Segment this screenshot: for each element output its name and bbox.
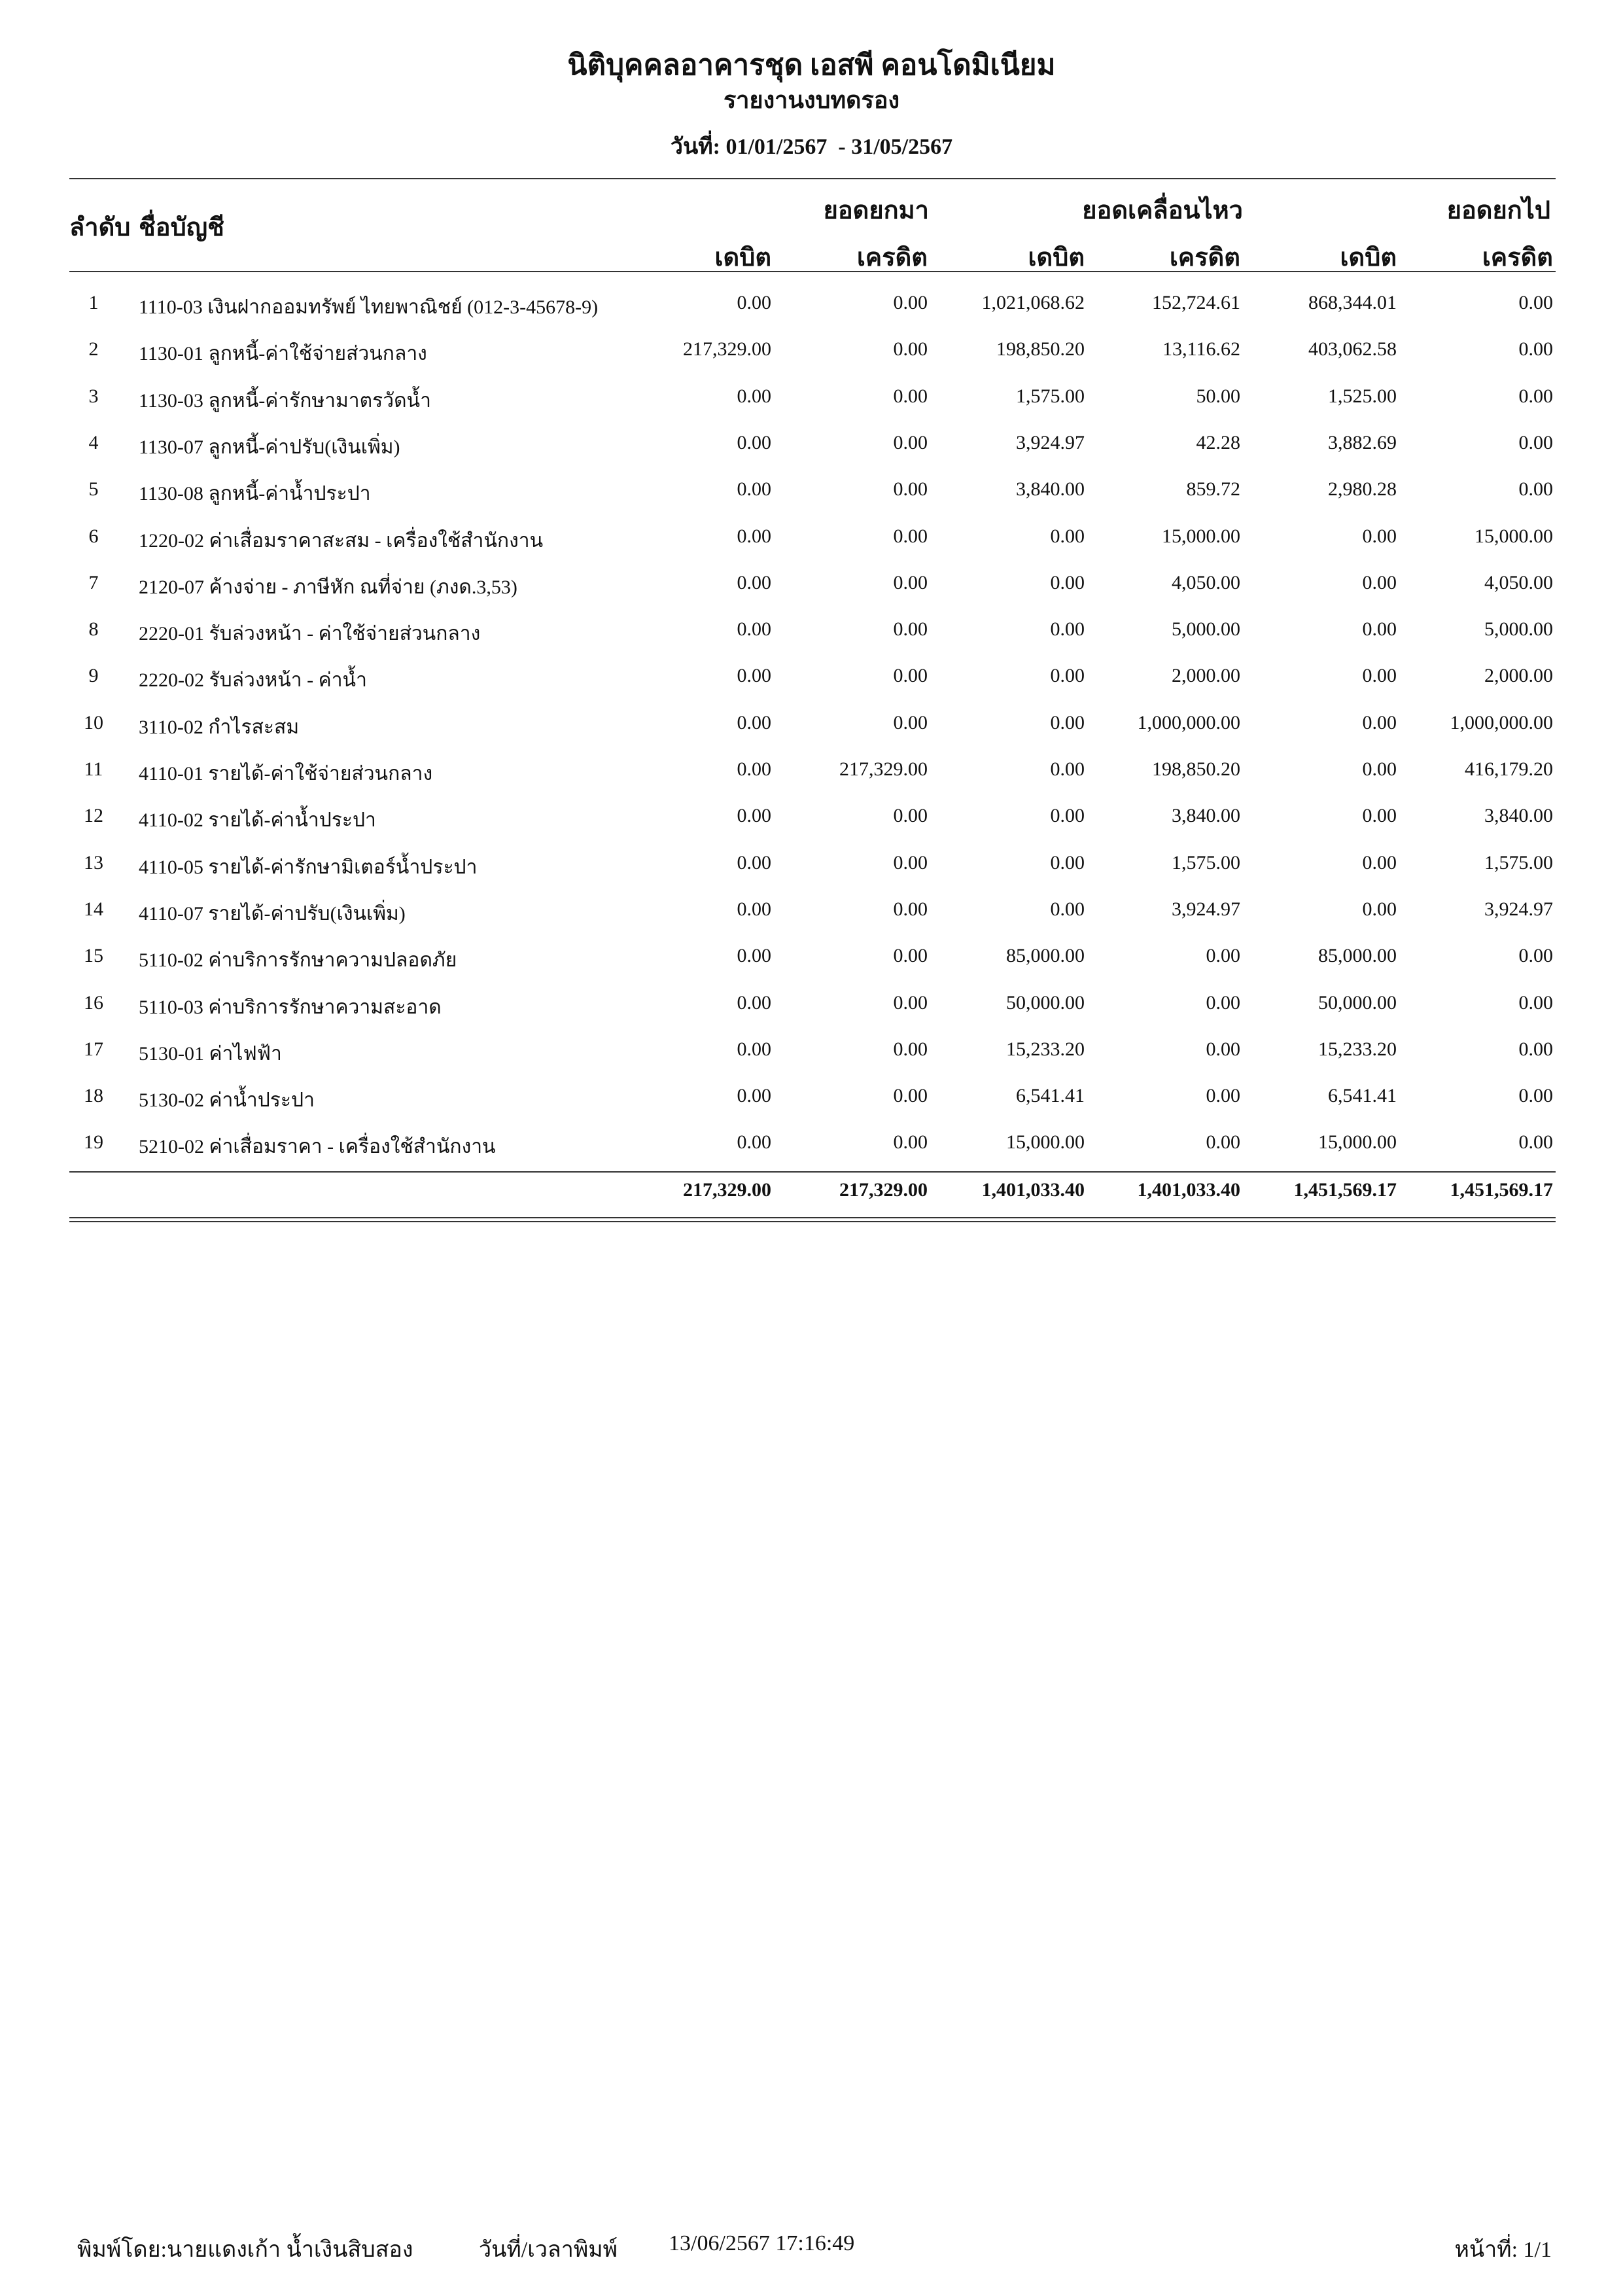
col-header-cf-debit: เดบิต: [1340, 244, 1397, 272]
account-name: 2220-01 รับล่วงหน้า - ค่าใช้จ่ายส่วนกลาง: [139, 623, 481, 645]
totals-double-rule-1: [69, 1217, 1556, 1218]
footer-print-time: 13/06/2567 17:16:49: [669, 2231, 855, 2255]
amount-cf-dr: 0.00: [1362, 618, 1397, 640]
amount-cf-cr: 0.00: [1518, 292, 1553, 313]
row-number: 17: [84, 1038, 103, 1060]
amount-mv-dr: 15,233.20: [1006, 1038, 1085, 1060]
footer-page-number: หน้าที่: 1/1: [1454, 2238, 1552, 2262]
account-name: 3110-02 กำไรสะสม: [139, 716, 300, 738]
amount-bf-cr: 0.00: [893, 992, 928, 1014]
amount-cf-dr: 0.00: [1362, 665, 1397, 686]
amount-bf-cr: 0.00: [893, 385, 928, 407]
row-number: 12: [84, 805, 103, 826]
period-label: วันที่:: [670, 135, 720, 159]
row-number: 10: [84, 712, 103, 733]
amount-cf-cr: 0.00: [1518, 432, 1553, 453]
amount-mv-dr: 0.00: [1050, 665, 1085, 686]
amount-cf-cr: 0.00: [1518, 338, 1553, 360]
amount-mv-dr: 1,575.00: [1016, 385, 1085, 407]
account-name: 1130-01 ลูกหนี้-ค่าใช้จ่ายส่วนกลาง: [139, 343, 427, 364]
amount-cf-dr: 0.00: [1362, 572, 1397, 593]
amount-mv-dr: 85,000.00: [1006, 945, 1085, 966]
amount-cf-cr: 0.00: [1518, 1131, 1553, 1153]
account-name: 1130-07 ลูกหนี้-ค่าปรับ(เงินเพิ่ม): [139, 436, 400, 458]
amount-cf-cr: 0.00: [1518, 992, 1553, 1014]
table-row: [0, 612, 1623, 658]
table-row: [0, 1125, 1623, 1171]
row-number: 4: [88, 432, 99, 453]
amount-bf-dr: 0.00: [737, 432, 771, 453]
amount-cf-cr: 2,000.00: [1484, 665, 1553, 686]
table-row: [0, 379, 1623, 425]
amount-bf-dr: 0.00: [737, 712, 771, 733]
table-row: [0, 705, 1623, 752]
table-row: [0, 425, 1623, 472]
table-row: [0, 472, 1623, 518]
account-name: 1220-02 ค่าเสื่อมราคาสะสม - เครื่องใช้สำนักงาน: [139, 530, 544, 552]
amount-mv-dr: 3,840.00: [1016, 478, 1085, 500]
amount-mv-cr: 0.00: [1206, 992, 1240, 1014]
amount-cf-dr: 6,541.41: [1328, 1085, 1397, 1106]
amount-cf-dr: 403,062.58: [1308, 338, 1397, 360]
amount-cf-dr: 85,000.00: [1318, 945, 1397, 966]
table-row: [0, 658, 1623, 705]
amount-bf-dr: 0.00: [737, 1131, 771, 1153]
amount-mv-dr: 0.00: [1050, 758, 1085, 780]
table-top-rule: [69, 178, 1556, 179]
amount-bf-cr: 0.00: [893, 712, 928, 733]
amount-mv-dr: 0.00: [1050, 898, 1085, 920]
account-name: 2220-02 รับล่วงหน้า - ค่าน้ำ: [139, 669, 367, 691]
amount-bf-cr: 0.00: [893, 945, 928, 966]
row-number: 15: [84, 945, 103, 966]
amount-mv-cr: 0.00: [1206, 945, 1240, 966]
col-header-mv-debit: เดบิต: [1028, 244, 1085, 272]
account-name: 1110-03 เงินฝากออมทรัพย์ ไทยพาณิชย์ (012-3-45678-9): [139, 296, 599, 318]
amount-mv-dr: 6,541.41: [1016, 1085, 1085, 1106]
account-name: 5130-02 ค่าน้ำประปา: [139, 1089, 315, 1111]
table-row: [0, 1032, 1623, 1078]
amount-bf-cr: 0.00: [893, 898, 928, 920]
col-header-mv-credit: เครดิต: [1169, 244, 1240, 272]
amount-mv-cr: 0.00: [1206, 1131, 1240, 1153]
row-number: 5: [88, 478, 99, 500]
row-number: 6: [88, 525, 99, 547]
row-number: 7: [88, 572, 99, 593]
total-cf-credit: 1,451,569.17: [1450, 1179, 1553, 1201]
col-header-no: ลำดับ: [69, 214, 131, 241]
amount-bf-dr: 0.00: [737, 665, 771, 686]
amount-mv-cr: 3,924.97: [1172, 898, 1240, 920]
amount-mv-cr: 0.00: [1206, 1085, 1240, 1106]
amount-cf-dr: 868,344.01: [1308, 292, 1397, 313]
amount-bf-cr: 0.00: [893, 1131, 928, 1153]
table-row: [0, 892, 1623, 938]
table-row: [0, 798, 1623, 845]
amount-bf-cr: 0.00: [893, 852, 928, 874]
table-row: [0, 985, 1623, 1032]
row-number: 13: [84, 852, 103, 874]
table-row: [0, 1078, 1623, 1125]
account-name: 4110-01 รายได้-ค่าใช้จ่ายส่วนกลาง: [139, 763, 433, 785]
amount-mv-dr: 0.00: [1050, 572, 1085, 593]
amount-cf-cr: 0.00: [1518, 385, 1553, 407]
amount-cf-cr: 15,000.00: [1475, 525, 1553, 547]
header-bottom-rule: [69, 271, 1556, 272]
account-name: 1130-08 ลูกหนี้-ค่าน้ำประปา: [139, 483, 371, 504]
amount-bf-dr: 0.00: [737, 852, 771, 874]
amount-mv-cr: 4,050.00: [1172, 572, 1240, 593]
amount-bf-cr: 0.00: [893, 338, 928, 360]
amount-bf-dr: 0.00: [737, 898, 771, 920]
amount-bf-dr: 0.00: [737, 945, 771, 966]
amount-bf-dr: 0.00: [737, 805, 771, 826]
amount-bf-dr: 0.00: [737, 618, 771, 640]
total-bf-credit: 217,329.00: [839, 1179, 928, 1201]
footer-print-time-label: วันที่/เวลาพิมพ์: [479, 2238, 618, 2262]
amount-cf-dr: 0.00: [1362, 712, 1397, 733]
amount-cf-cr: 3,840.00: [1484, 805, 1553, 826]
account-name: 4110-02 รายได้-ค่าน้ำประปา: [139, 809, 376, 831]
account-name: 1130-03 ลูกหนี้-ค่ารักษามาตรวัดน้ำ: [139, 390, 431, 412]
total-bf-debit: 217,329.00: [683, 1179, 771, 1201]
amount-mv-cr: 13,116.62: [1162, 338, 1240, 360]
amount-mv-cr: 3,840.00: [1172, 805, 1240, 826]
total-cf-debit: 1,451,569.17: [1293, 1179, 1397, 1201]
amount-bf-dr: 217,329.00: [683, 338, 771, 360]
row-number: 3: [88, 385, 99, 407]
table-row: [0, 845, 1623, 892]
row-number: 1: [88, 292, 99, 313]
amount-bf-cr: 0.00: [893, 525, 928, 547]
amount-bf-cr: 0.00: [893, 292, 928, 313]
table-row: [0, 519, 1623, 565]
amount-cf-cr: 416,179.20: [1465, 758, 1553, 780]
period-from: 01/01/2567: [725, 135, 828, 159]
amount-mv-dr: 15,000.00: [1006, 1131, 1085, 1153]
amount-mv-cr: 5,000.00: [1172, 618, 1240, 640]
total-mv-debit: 1,401,033.40: [981, 1179, 1085, 1201]
amount-cf-cr: 1,000,000.00: [1450, 712, 1553, 733]
amount-mv-dr: 50,000.00: [1006, 992, 1085, 1014]
amount-bf-dr: 0.00: [737, 992, 771, 1014]
amount-bf-dr: 0.00: [737, 292, 771, 313]
amount-mv-dr: 0.00: [1050, 618, 1085, 640]
totals-row: [0, 1173, 1623, 1219]
amount-mv-cr: 152,724.61: [1152, 292, 1240, 313]
col-header-account: ชื่อบัญชี: [139, 214, 224, 241]
table-row: [0, 285, 1623, 332]
period-separator: -: [838, 135, 846, 159]
amount-cf-dr: 0.00: [1362, 898, 1397, 920]
amount-bf-dr: 0.00: [737, 572, 771, 593]
amount-cf-dr: 0.00: [1362, 758, 1397, 780]
amount-bf-dr: 0.00: [737, 1038, 771, 1060]
row-number: 8: [88, 618, 99, 640]
row-number: 14: [84, 898, 103, 920]
amount-bf-dr: 0.00: [737, 758, 771, 780]
totals-double-rule-2: [69, 1221, 1556, 1222]
amount-cf-dr: 15,233.20: [1318, 1038, 1397, 1060]
table-row: [0, 332, 1623, 378]
account-name: 2120-07 ค้างจ่าย - ภาษีหัก ณที่จ่าย (ภงด.3,53): [139, 576, 517, 598]
row-number: 2: [88, 338, 99, 360]
footer-printed-by: พิมพ์โดย:นายแดงเก้า น้ำเงินสิบสอง: [77, 2238, 413, 2262]
amount-cf-cr: 0.00: [1518, 478, 1553, 500]
row-number: 16: [84, 992, 103, 1014]
amount-mv-dr: 0.00: [1050, 852, 1085, 874]
amount-mv-cr: 50.00: [1196, 385, 1240, 407]
amount-cf-cr: 0.00: [1518, 1038, 1553, 1060]
amount-cf-cr: 0.00: [1518, 945, 1553, 966]
amount-mv-cr: 2,000.00: [1172, 665, 1240, 686]
amount-mv-cr: 1,575.00: [1172, 852, 1240, 874]
amount-cf-dr: 1,525.00: [1328, 385, 1397, 407]
amount-bf-cr: 0.00: [893, 665, 928, 686]
report-period: [0, 128, 1623, 164]
company-name: นิติบุคคลอาคารชุด เอสพี คอนโดมิเนียม: [567, 49, 1056, 81]
row-number: 19: [84, 1131, 103, 1153]
row-number: 18: [84, 1085, 103, 1106]
amount-cf-dr: 0.00: [1362, 852, 1397, 874]
row-number: 11: [84, 758, 103, 780]
amount-cf-dr: 50,000.00: [1318, 992, 1397, 1014]
col-header-bf-credit: เครดิต: [856, 244, 928, 272]
amount-bf-dr: 0.00: [737, 1085, 771, 1106]
report-title: รายงานงบทดรอง: [723, 87, 900, 113]
amount-bf-cr: 0.00: [893, 572, 928, 593]
col-header-cf-credit: เครดิต: [1482, 244, 1553, 272]
amount-mv-dr: 198,850.20: [996, 338, 1085, 360]
amount-bf-cr: 0.00: [893, 1038, 928, 1060]
amount-mv-cr: 198,850.20: [1152, 758, 1240, 780]
table-row: [0, 565, 1623, 612]
amount-bf-dr: 0.00: [737, 385, 771, 407]
amount-mv-dr: 0.00: [1050, 712, 1085, 733]
amount-mv-dr: 3,924.97: [1016, 432, 1085, 453]
amount-cf-cr: 1,575.00: [1484, 852, 1553, 874]
amount-mv-dr: 0.00: [1050, 525, 1085, 547]
amount-mv-cr: 0.00: [1206, 1038, 1240, 1060]
total-mv-credit: 1,401,033.40: [1137, 1179, 1240, 1201]
amount-mv-cr: 859.72: [1186, 478, 1240, 500]
row-number: 9: [88, 665, 99, 686]
table-row: [0, 752, 1623, 798]
amount-cf-dr: 3,882.69: [1328, 432, 1397, 453]
amount-bf-cr: 0.00: [893, 1085, 928, 1106]
amount-cf-dr: 2,980.28: [1328, 478, 1397, 500]
account-name: 5130-01 ค่าไฟฟ้า: [139, 1043, 282, 1065]
amount-cf-dr: 0.00: [1362, 525, 1397, 547]
account-name: 5110-03 ค่าบริการรักษาความสะอาด: [139, 997, 442, 1018]
account-name: 5110-02 ค่าบริการรักษาความปลอดภัย: [139, 949, 457, 971]
amount-cf-cr: 0.00: [1518, 1085, 1553, 1106]
amount-bf-cr: 0.00: [893, 478, 928, 500]
amount-mv-dr: 1,021,068.62: [981, 292, 1085, 313]
amount-bf-cr: 217,329.00: [839, 758, 928, 780]
account-name: 4110-07 รายได้-ค่าปรับ(เงินเพิ่ม): [139, 903, 406, 925]
amount-bf-cr: 0.00: [893, 805, 928, 826]
amount-bf-cr: 0.00: [893, 618, 928, 640]
table-row: [0, 938, 1623, 985]
amount-mv-cr: 15,000.00: [1162, 525, 1240, 547]
account-name: 5210-02 ค่าเสื่อมราคา - เครื่องใช้สำนักงาน: [139, 1136, 496, 1157]
col-group-movement: ยอดเคลื่อนไหว: [1082, 197, 1243, 224]
col-group-carried-forward: ยอดยกไป: [1446, 197, 1550, 224]
amount-bf-cr: 0.00: [893, 432, 928, 453]
amount-cf-dr: 0.00: [1362, 805, 1397, 826]
account-name: 4110-05 รายได้-ค่ารักษามิเตอร์น้ำประปา: [139, 857, 478, 878]
col-header-bf-debit: เดบิต: [714, 244, 771, 272]
amount-mv-cr: 1,000,000.00: [1137, 712, 1240, 733]
amount-bf-dr: 0.00: [737, 525, 771, 547]
period-to: 31/05/2567: [851, 135, 953, 159]
amount-mv-cr: 42.28: [1196, 432, 1240, 453]
amount-bf-dr: 0.00: [737, 478, 771, 500]
col-group-brought-forward: ยอดยกมา: [823, 197, 929, 224]
amount-cf-cr: 5,000.00: [1484, 618, 1553, 640]
amount-cf-cr: 4,050.00: [1484, 572, 1553, 593]
amount-mv-dr: 0.00: [1050, 805, 1085, 826]
amount-cf-cr: 3,924.97: [1484, 898, 1553, 920]
amount-cf-dr: 15,000.00: [1318, 1131, 1397, 1153]
